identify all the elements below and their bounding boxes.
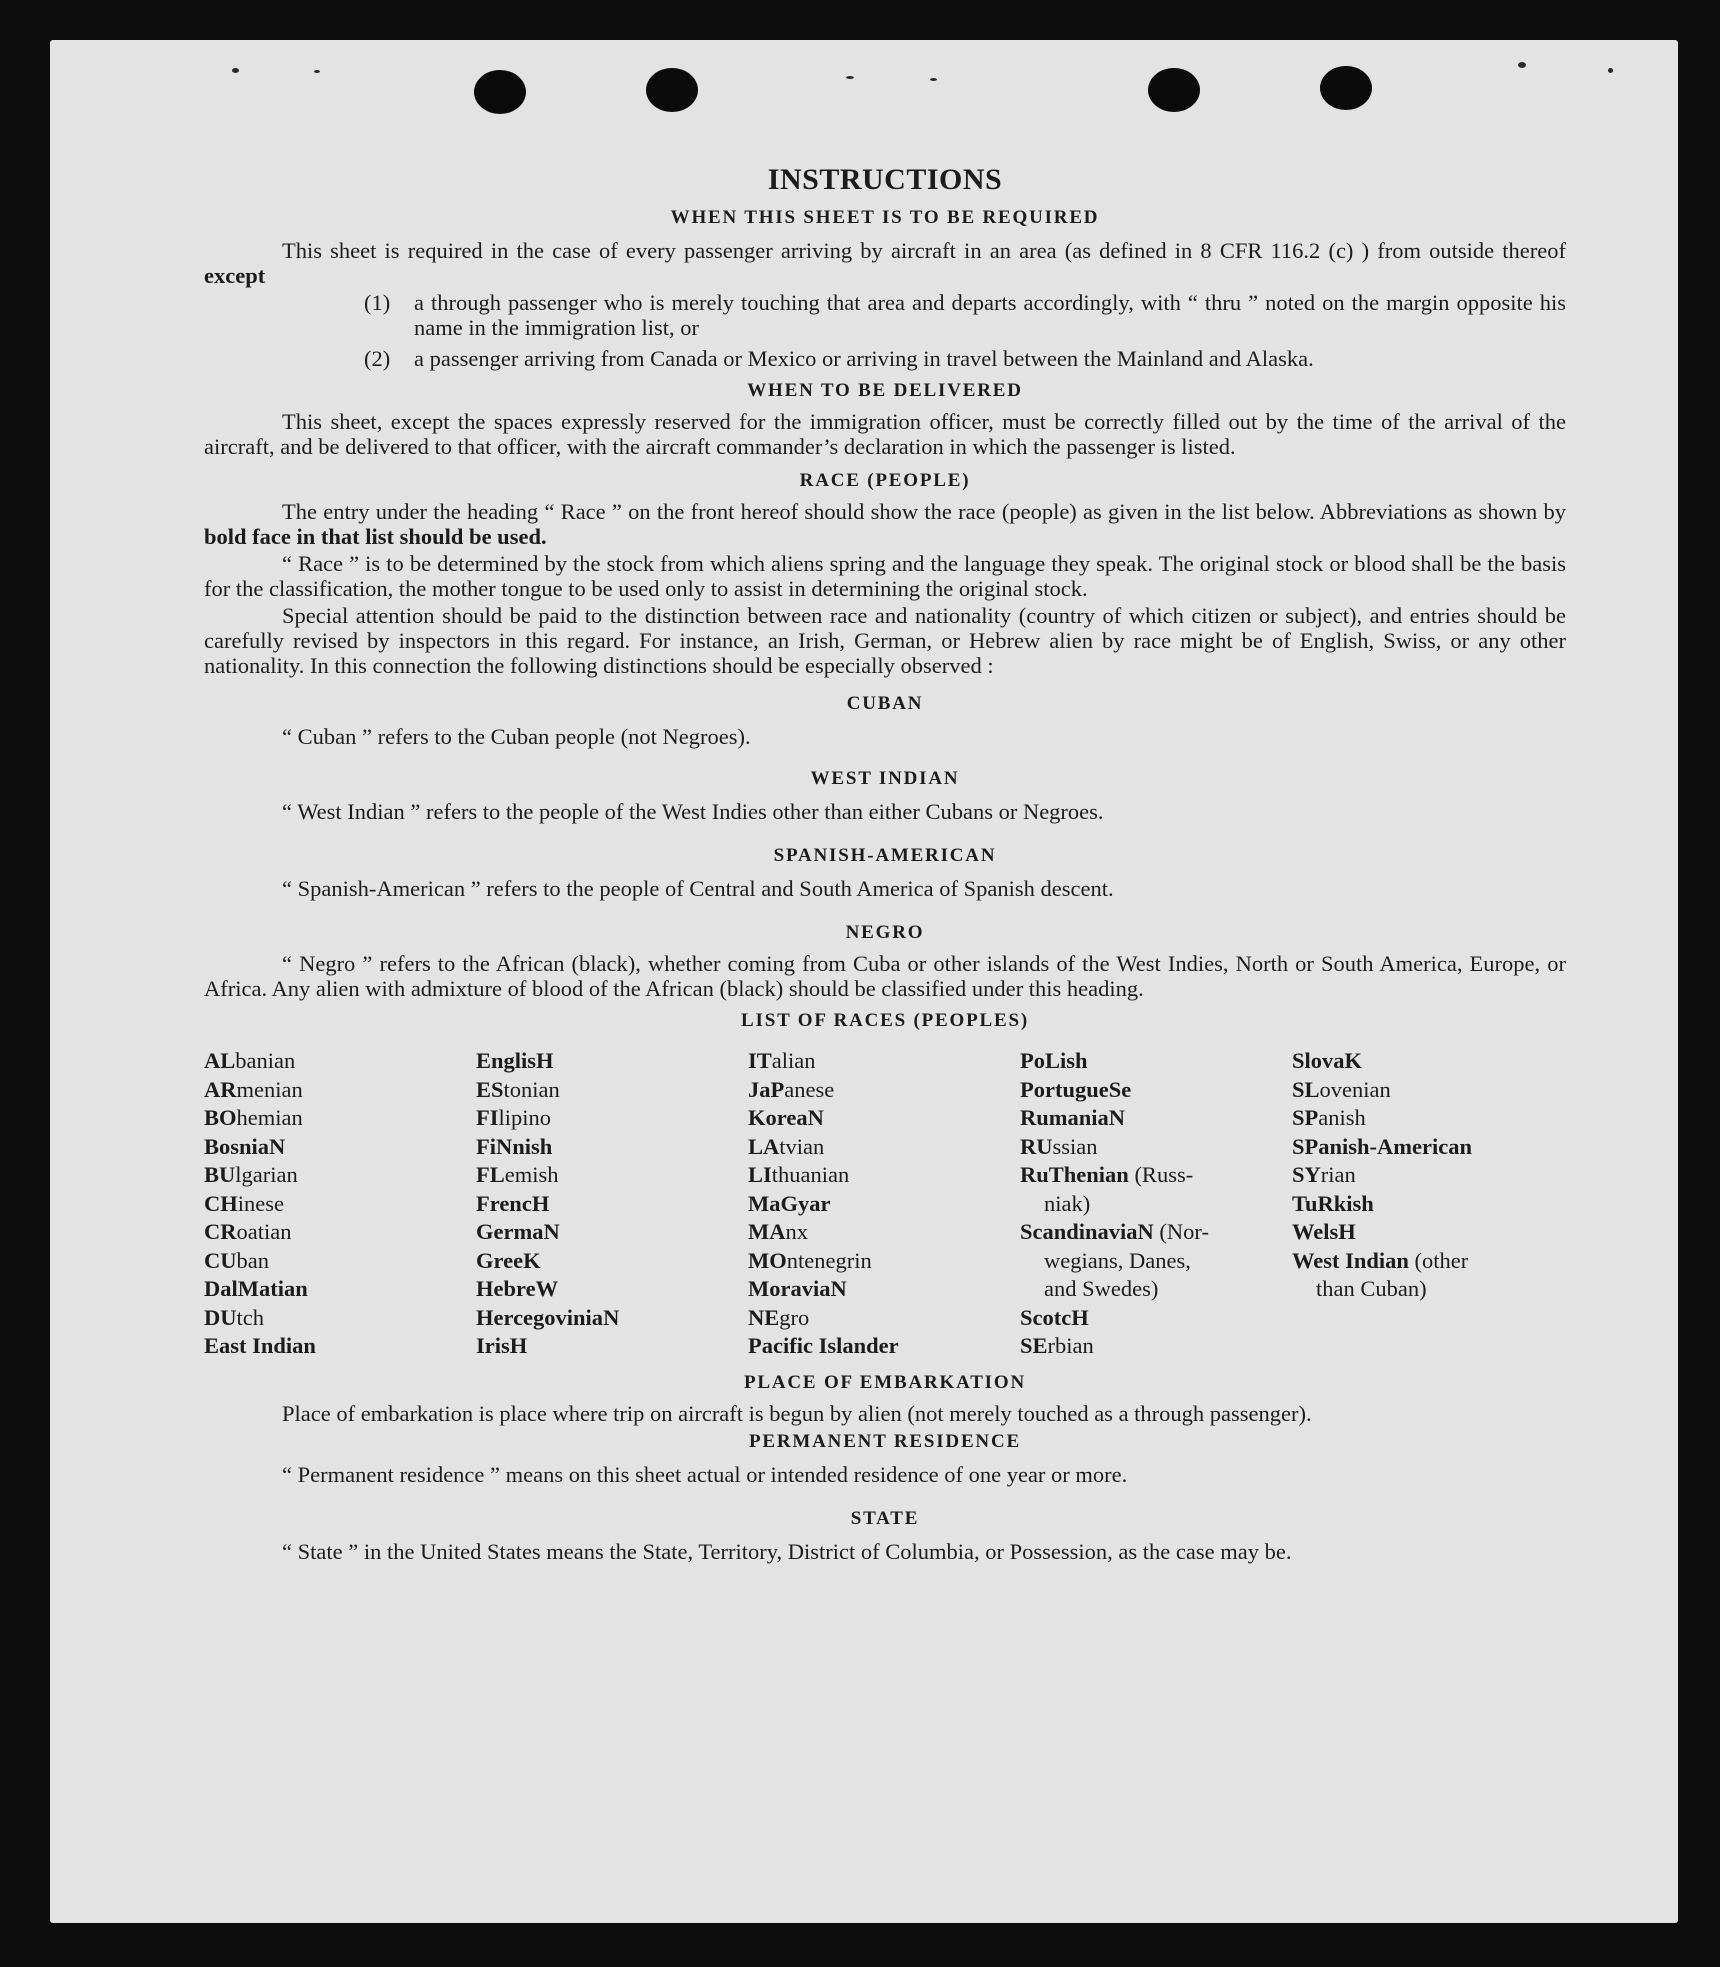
race-text: rian bbox=[1320, 1162, 1356, 1187]
race-entry bbox=[1020, 1332, 1292, 1361]
speck bbox=[1608, 68, 1613, 73]
race-text: and Swedes) bbox=[1044, 1276, 1159, 1301]
race-abbrev-bold: N bbox=[1137, 1219, 1154, 1244]
heading-state: STATE bbox=[850, 1507, 920, 1529]
race-entry bbox=[476, 1133, 748, 1162]
race-text: emish bbox=[504, 1162, 559, 1187]
race-abbrev-bold: AR bbox=[204, 1076, 237, 1102]
race-abbrev-bold: West Indian bbox=[1292, 1247, 1409, 1273]
race-entry bbox=[476, 1104, 748, 1133]
race-abbrev-bold: Rumania bbox=[1020, 1105, 1109, 1130]
race-text: tonian bbox=[503, 1076, 560, 1102]
cuban-text: “ Cuban ” refers to the Cuban people (not Negroes). bbox=[282, 724, 751, 749]
race-abbrev-bold: SPanish-American bbox=[1292, 1133, 1472, 1159]
race-abbrev-bold: Bosnia bbox=[204, 1133, 270, 1159]
race-text: niak) bbox=[1044, 1190, 1091, 1216]
race-text: tch bbox=[236, 1304, 264, 1330]
race-entry bbox=[1020, 1304, 1292, 1333]
races-column bbox=[1020, 1047, 1292, 1361]
item-number: (2) bbox=[364, 346, 391, 371]
residence-text: “ Permanent residence ” means on this sheet actual or intended residence of one year or more. bbox=[282, 1461, 1128, 1487]
race-abbrev-bold: MO bbox=[748, 1247, 787, 1273]
heading-negro: NEGRO bbox=[845, 922, 925, 943]
race-entry bbox=[1292, 1218, 1564, 1247]
race-abbrev-bold: BO bbox=[204, 1105, 237, 1130]
race-abbrev-bold: RuThenian bbox=[1020, 1162, 1129, 1187]
race-entry bbox=[204, 1190, 476, 1219]
heading-race: RACE (PEOPLE) bbox=[799, 470, 971, 491]
embarkation-text: Place of embarkation is place where trip on aircraft is begun by alien (not merely touched as a through passenger). bbox=[282, 1400, 1312, 1426]
punch-hole bbox=[646, 68, 698, 112]
race-text: banian bbox=[235, 1048, 296, 1073]
race-entry bbox=[204, 1076, 476, 1105]
race-text: ssian bbox=[1052, 1133, 1098, 1159]
race-abbrev-bold: CR bbox=[204, 1219, 237, 1244]
race-entry bbox=[1020, 1104, 1292, 1133]
race-entry bbox=[1292, 1247, 1564, 1276]
race-abbrev-bold: N bbox=[603, 1304, 620, 1330]
race-text: anese bbox=[784, 1076, 835, 1102]
race-entry bbox=[748, 1076, 1020, 1105]
race-abbrev-bold: Slova bbox=[1292, 1048, 1345, 1073]
races-column bbox=[1292, 1047, 1564, 1361]
delivered-text: This sheet, except the spaces expressly reserved for the immigration officer, must be correctly filled out by the time of the arrival of the aircraft, and be delivered to that officer, with the aircraft commander’s declaration in which the passenger is listed. bbox=[204, 409, 1566, 459]
race-entry bbox=[1292, 1190, 1564, 1219]
race-paragraph-3: Special attention should be paid to the distinction between race and nationality (country of which citizen or subject), and entries should be carefully revised by inspectors in this regard. For instance, an Irish, German, or Hebrew alien by race might be of English, Swiss, or any other nationality. In this connection the following distinctions should be especially observed : bbox=[204, 603, 1566, 678]
required-intro-text: This sheet is required in the case of every passenger arriving by aircraft in an area (as defined in 8 CFR 116.2 (c) ) from outside thereof bbox=[282, 238, 1566, 263]
spanish-american-text: “ Spanish-American ” refers to the people of Central and South America of Spanish descent. bbox=[282, 876, 1114, 901]
race-entry bbox=[1020, 1076, 1292, 1105]
race-abbrev-bold: SP bbox=[1292, 1105, 1319, 1130]
race-entry bbox=[204, 1332, 476, 1361]
race-entry bbox=[204, 1304, 476, 1333]
heading-permanent-residence: PERMANENT RESIDENCE bbox=[749, 1430, 1021, 1452]
race-abbrev-bold: LA bbox=[748, 1133, 780, 1159]
race-abbrev-bold: RU bbox=[1020, 1133, 1053, 1159]
race-entry bbox=[476, 1332, 748, 1361]
race-abbrev-bold: NE bbox=[748, 1304, 780, 1330]
race-abbrev-bold: Gree bbox=[476, 1247, 524, 1273]
race-entry bbox=[476, 1218, 748, 1247]
race-entry bbox=[204, 1104, 476, 1133]
race-text: alian bbox=[771, 1048, 816, 1073]
required-item-2 bbox=[364, 346, 1566, 371]
race-abbrev-bold: SL bbox=[1292, 1076, 1320, 1102]
race-text: tvian bbox=[779, 1133, 825, 1159]
race-abbrev-bold: SE bbox=[1020, 1333, 1048, 1358]
race-entry bbox=[748, 1332, 1020, 1361]
race-abbrev-bold: FL bbox=[476, 1162, 505, 1187]
race-paragraph-2: “ Race ” is to be determined by the stock from which aliens spring and the language they speak. The original stock or blood shall be the basis for the classification, the mother tongue to be used only to assist in determining the original stock. bbox=[204, 551, 1566, 601]
race-entry bbox=[204, 1247, 476, 1276]
race-text: (other bbox=[1408, 1247, 1469, 1273]
race-entry bbox=[748, 1247, 1020, 1276]
race-text: oatian bbox=[236, 1219, 292, 1244]
race-abbrev-bold: Dal bbox=[204, 1276, 238, 1301]
state-text: “ State ” in the United States means the State, Territory, District of Columbia, or Possession, as the case may be. bbox=[282, 1538, 1292, 1564]
race-abbrev-bold: N bbox=[1108, 1105, 1126, 1130]
race-abbrev-bold: JaP bbox=[748, 1076, 785, 1102]
required-item-1 bbox=[364, 290, 1566, 340]
race-entry bbox=[204, 1047, 476, 1076]
race-text: (Russ- bbox=[1128, 1162, 1194, 1187]
race-text: menian bbox=[236, 1076, 303, 1102]
races-column bbox=[476, 1047, 748, 1361]
race-abbrev-bold: H bbox=[531, 1190, 550, 1216]
speck bbox=[846, 76, 854, 79]
race-entry bbox=[1292, 1047, 1564, 1076]
required-intro-bold: except bbox=[204, 263, 266, 288]
race-entry bbox=[1020, 1275, 1292, 1304]
races-list bbox=[204, 1047, 1566, 1361]
race-abbrev-bold: Germa bbox=[476, 1219, 544, 1244]
race-entry bbox=[1020, 1218, 1292, 1247]
race-text: ban bbox=[236, 1247, 269, 1273]
heading-embarkation: PLACE OF EMBARKATION bbox=[744, 1371, 1026, 1393]
race-entry bbox=[1020, 1190, 1292, 1219]
instructions-content bbox=[204, 162, 1566, 1564]
race-abbrev-bold: H bbox=[509, 1333, 528, 1358]
race-abbrev-bold: Moravia bbox=[748, 1276, 831, 1301]
race-abbrev-bold: ES bbox=[476, 1076, 504, 1102]
race-abbrev-bold: BU bbox=[204, 1162, 236, 1187]
race-abbrev-bold: W bbox=[535, 1276, 559, 1301]
speck bbox=[232, 68, 239, 73]
race-entry bbox=[748, 1304, 1020, 1333]
race-entry bbox=[1020, 1047, 1292, 1076]
race-abbrev-bold: East Indian bbox=[204, 1333, 316, 1358]
race-abbrev-bold: H bbox=[1338, 1219, 1356, 1244]
race-text: nx bbox=[785, 1219, 808, 1244]
race-text: anish bbox=[1318, 1105, 1366, 1130]
race-entry bbox=[476, 1275, 748, 1304]
race-text: rbian bbox=[1047, 1333, 1094, 1358]
race-entry bbox=[1292, 1275, 1564, 1304]
race-entry bbox=[1020, 1133, 1292, 1162]
race-abbrev-bold: N bbox=[543, 1219, 560, 1244]
race-abbrev-bold: Scotc bbox=[1020, 1304, 1072, 1330]
race-entry bbox=[1292, 1104, 1564, 1133]
race-text: hemian bbox=[236, 1105, 303, 1130]
race-text: inese bbox=[237, 1190, 284, 1216]
race-abbrev-bold: K bbox=[1344, 1048, 1363, 1073]
races-column bbox=[748, 1047, 1020, 1361]
race-entry bbox=[204, 1133, 476, 1162]
heading-cuban: CUBAN bbox=[846, 693, 924, 714]
race-abbrev-bold: Iris bbox=[476, 1333, 510, 1358]
race-entry bbox=[1292, 1076, 1564, 1105]
race-text: wegians, Danes, bbox=[1044, 1247, 1191, 1273]
document-sheet bbox=[50, 40, 1678, 1923]
race-abbrev-bold: CU bbox=[204, 1247, 237, 1273]
race-entry bbox=[748, 1190, 1020, 1219]
race-text: thuanian bbox=[771, 1162, 850, 1187]
race-abbrev-bold: Matian bbox=[237, 1276, 308, 1301]
race-entry bbox=[748, 1047, 1020, 1076]
heading-when-delivered: WHEN TO BE DELIVERED bbox=[747, 380, 1023, 401]
race-abbrev-bold: Pacific Islander bbox=[748, 1333, 899, 1358]
page-title: INSTRUCTIONS bbox=[767, 163, 1003, 196]
race-entry bbox=[476, 1247, 748, 1276]
race-entry bbox=[1292, 1133, 1564, 1162]
race-abbrev-bold: Hercegovinia bbox=[476, 1304, 604, 1330]
race-abbrev-bold: Scandinavia bbox=[1020, 1219, 1138, 1244]
race-entry bbox=[204, 1161, 476, 1190]
race-abbrev-bold: Frenc bbox=[476, 1190, 532, 1216]
race-text: gro bbox=[779, 1304, 810, 1330]
race-abbrev-bold: Englis bbox=[476, 1048, 537, 1073]
race-text: ovenian bbox=[1319, 1076, 1391, 1102]
race-entry bbox=[204, 1218, 476, 1247]
race-entry bbox=[204, 1275, 476, 1304]
race-abbrev-bold: LI bbox=[748, 1162, 772, 1187]
race-entry bbox=[476, 1161, 748, 1190]
races-column bbox=[204, 1047, 476, 1361]
race-abbrev-bold: TuRkish bbox=[1292, 1190, 1374, 1216]
race-entry bbox=[748, 1275, 1020, 1304]
heading-list-of-races: LIST OF RACES (PEOPLES) bbox=[741, 1010, 1029, 1031]
race-abbrev-bold: IT bbox=[748, 1048, 772, 1073]
race-entry bbox=[476, 1190, 748, 1219]
race-abbrev-bold: PortugueSe bbox=[1020, 1076, 1132, 1102]
race-abbrev-bold: Wels bbox=[1292, 1219, 1339, 1244]
punch-hole bbox=[474, 70, 526, 114]
race-p1-bold: bold face bbox=[204, 524, 291, 549]
race-text: lipino bbox=[498, 1105, 552, 1130]
race-abbrev-bold: N bbox=[269, 1133, 286, 1159]
required-intro bbox=[204, 238, 1566, 288]
west-indian-text: “ West Indian ” refers to the people of the West Indies other than either Cubans or Negroes. bbox=[282, 799, 1104, 824]
race-abbrev-bold: AL bbox=[204, 1048, 236, 1073]
race-abbrev-bold: PoLish bbox=[1020, 1048, 1088, 1073]
race-p1-b: in that list should be used. bbox=[296, 524, 547, 549]
race-abbrev-bold: Korea bbox=[748, 1105, 808, 1130]
race-entry bbox=[748, 1104, 1020, 1133]
heading-west-indian: WEST INDIAN bbox=[810, 768, 960, 789]
race-text: (Nor- bbox=[1153, 1219, 1209, 1244]
race-abbrev-bold: MA bbox=[748, 1219, 786, 1244]
race-text: lgarian bbox=[235, 1162, 298, 1187]
race-entry bbox=[476, 1076, 748, 1105]
race-abbrev-bold: H bbox=[536, 1048, 554, 1073]
speck bbox=[1518, 62, 1526, 68]
negro-text: “ Negro ” refers to the African (black), whether coming from Cuba or other islands of the West Indies, North or South America, Europe, or Africa. Any alien with admixture of blood of the African (black) should be classified under this heading. bbox=[204, 951, 1566, 1001]
race-abbrev-bold: H bbox=[1071, 1304, 1089, 1330]
heading-when-required: WHEN THIS SHEET IS TO BE REQUIRED bbox=[670, 207, 1100, 228]
race-entry bbox=[748, 1133, 1020, 1162]
race-abbrev-bold: N bbox=[807, 1105, 824, 1130]
punch-hole bbox=[1148, 68, 1200, 112]
race-entry bbox=[1020, 1247, 1292, 1276]
race-abbrev-bold: Hebre bbox=[476, 1276, 536, 1301]
race-entry bbox=[748, 1161, 1020, 1190]
race-entry bbox=[748, 1218, 1020, 1247]
punch-hole bbox=[1320, 66, 1372, 110]
race-entry bbox=[1292, 1161, 1564, 1190]
race-abbrev-bold: DU bbox=[204, 1304, 237, 1330]
item-number: (1) bbox=[364, 290, 391, 315]
heading-spanish-american: SPANISH-AMERICAN bbox=[773, 845, 997, 866]
speck bbox=[314, 70, 320, 73]
race-entry bbox=[1020, 1161, 1292, 1190]
race-entry bbox=[476, 1304, 748, 1333]
race-text: than Cuban) bbox=[1316, 1276, 1427, 1301]
item-text: a passenger arriving from Canada or Mexico or arriving in travel between the Mainland and Alaska. bbox=[414, 346, 1314, 371]
race-abbrev-bold: FI bbox=[476, 1105, 499, 1130]
race-abbrev-bold: FiNnish bbox=[476, 1133, 553, 1159]
race-text: ntenegrin bbox=[786, 1247, 872, 1273]
speck bbox=[930, 78, 937, 81]
race-abbrev-bold: K bbox=[523, 1247, 541, 1273]
race-paragraph-1 bbox=[204, 499, 1566, 549]
race-abbrev-bold: SY bbox=[1292, 1162, 1321, 1187]
item-text: a through passenger who is merely touching that area and departs accordingly, with “ thru ” noted on the margin opposite his name in the immigration list, or bbox=[414, 290, 1566, 340]
race-p1-a: The entry under the heading “ Race ” on the front hereof should show the race (people) as given in the list below. Abbreviations as shown by bbox=[282, 499, 1566, 524]
race-abbrev-bold: CH bbox=[204, 1190, 238, 1216]
race-entry bbox=[476, 1047, 748, 1076]
race-abbrev-bold: N bbox=[830, 1276, 847, 1301]
race-abbrev-bold: MaGyar bbox=[748, 1190, 831, 1216]
